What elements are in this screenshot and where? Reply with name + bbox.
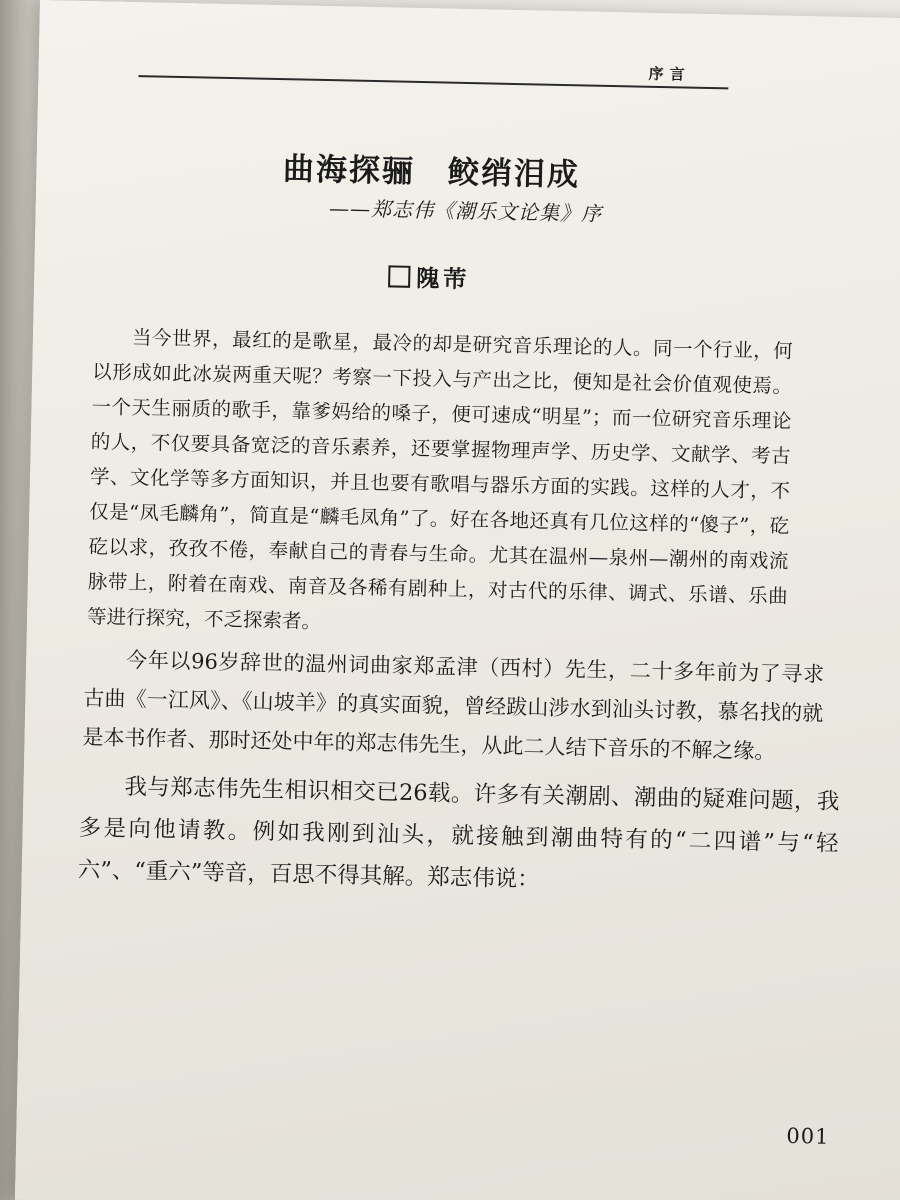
square-bullet-icon (388, 265, 410, 287)
header-rule (138, 75, 728, 89)
article-title: 曲海探骊 鲛绡泪成 (282, 151, 581, 194)
page-number: 001 (786, 1123, 830, 1149)
author-name: 隗芾 (415, 264, 471, 294)
article-subtitle: ——郑志伟《潮乐文论集》序 (328, 196, 603, 226)
paragraph-1: 当今世界，最红的是歌星，最冷的却是研究音乐理论的人。同一个行业，何以形成如此冰炭两重天呢？考察一下投入与产出之比，便知是社会价值观使焉。一个天生丽质的歌手，靠爹妈给的嗓子，便可速成“明星”；而一位研究音乐理论的人，不仅要具备宽泛的音乐素养，还要掌握物理声学、历史学、文献学、考古学、文化学等多方面知识，并且也要有歌唱与器乐方面的实践。这样的人才，不仅是“凤毛麟角”，简直是“麟毛凤角”了。好在各地还真有几位这样的“傻子”，矻矻以求，孜孜不倦，奉献自己的青春与生命。尤其在温州—泉州—潮州的南戏流脉带上，附着在南戏、南音及各稀有剧种上，对古代的乐律、调式、乐谱、乐曲等进行探究，不乏探索者。 (86, 326, 794, 634)
author-line (134, 254, 725, 299)
book-page (15, 0, 900, 1200)
body-text (61, 319, 840, 907)
paragraph-3: 我与郑志伟先生相识相交已26载。许多有关潮剧、潮曲的疑难问题，我多是向他请教。例如我刚到汕头，就接触到潮曲特有的“二四谱”与“轻六”、“重六”等音，百思不得其解。郑志伟说： (77, 773, 840, 893)
paragraph-2: 今年以96岁辞世的温州词曲家郑孟津（西村）先生，二十多年前为了寻求古曲《一江风》、《山坡羊》的真实面貌，曾经跋山涉水到汕头讨教，慕名找的就是本书作者、那时还处中年的郑志伟先生，从此二人结下音乐的不解之缘。 (82, 647, 825, 764)
running-head: 序言 (648, 64, 691, 84)
